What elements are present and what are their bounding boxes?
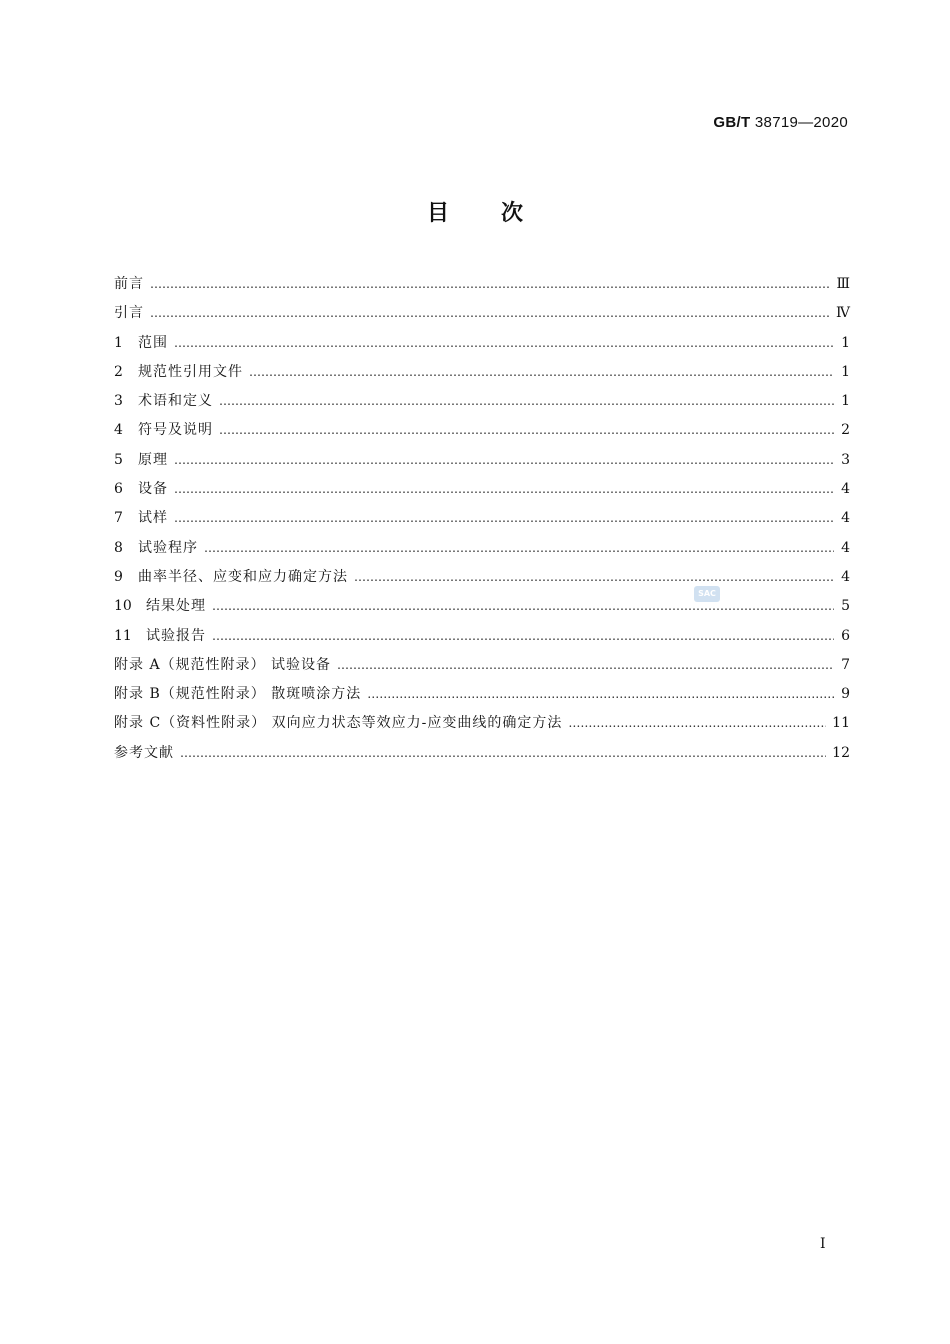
toc-entry-page: 1 [841,334,850,351]
toc-dot-leader [568,709,826,738]
toc-entry-7[interactable] [114,504,850,533]
toc-entry-introduction[interactable] [114,299,850,328]
toc-entry-title: 范围 [138,334,168,351]
toc-dot-leader [174,329,834,358]
toc-dot-leader [150,270,830,299]
toc-entry-page: 7 [841,656,850,673]
toc-entry-number: 7 [114,510,123,527]
toc-entry-page: Ⅳ [836,305,850,322]
toc-entry-number: 10 [114,598,132,615]
toc-entry-8[interactable] [114,534,850,563]
toc-entry-title: 附录 B（规范性附录） 散斑喷涂方法 [114,686,362,703]
toc-entry-annex-a[interactable] [114,651,850,680]
toc-entry-4[interactable] [114,416,850,445]
toc-entry-page: 1 [841,393,850,410]
toc-entry-title: 引言 [114,305,144,322]
toc-entry-bibliography[interactable] [114,739,850,768]
toc-title-char-1: 目 [426,201,449,226]
toc-dot-leader [367,680,834,709]
toc-dot-leader [180,739,826,768]
toc-dot-leader [354,563,834,592]
toc-entry-6[interactable] [114,475,850,504]
toc-entry-page: 2 [841,422,850,439]
toc-dot-leader [212,592,834,621]
standard-prefix: GB/T [713,114,751,131]
toc-entry-number: 4 [114,422,123,439]
toc-entry-number: 2 [114,363,123,380]
toc-entry-number: 11 [114,627,132,644]
toc-entry-number: 3 [114,393,123,410]
toc-entry-foreword[interactable] [114,270,850,299]
toc-entry-page: 4 [841,510,850,527]
toc-entry-title: 附录 A（规范性附录） 试验设备 [114,656,332,673]
toc-entry-10[interactable] [114,592,850,621]
toc-entry-page: 4 [841,481,850,498]
toc-entry-number: 8 [114,539,123,556]
toc-entry-title: 结果处理 [146,598,206,615]
toc-entry-title: 试验程序 [138,539,198,556]
toc-entry-title: 试样 [138,510,168,527]
toc-dot-leader [204,534,834,563]
toc-entry-2[interactable] [114,358,850,387]
toc-dot-leader [212,622,834,651]
standard-number [713,114,848,131]
toc-entry-page: 6 [841,627,850,644]
toc-entry-title: 试验报告 [146,627,206,644]
toc-dot-leader [337,651,834,680]
sac-watermark: SAC [694,586,720,602]
toc-dot-leader [150,299,830,328]
toc-entry-title: 规范性引用文件 [138,363,243,380]
toc-entry-11[interactable] [114,622,850,651]
toc-dot-leader [249,358,834,387]
toc-entry-3[interactable] [114,387,850,416]
toc-entry-page: 4 [841,568,850,585]
toc-entry-title: 术语和定义 [138,393,213,410]
toc-entry-page: 9 [841,686,850,703]
toc-entry-number: 5 [114,451,123,468]
toc-entry-number: 6 [114,481,123,498]
table-of-contents [114,270,850,768]
toc-entry-page: Ⅲ [836,276,850,292]
toc-entry-number: 9 [114,568,123,585]
toc-entry-annex-c[interactable] [114,709,850,738]
toc-entry-page: 11 [832,715,850,732]
toc-title-char-2: 次 [501,201,524,226]
toc-title [0,196,950,227]
toc-entry-page: 3 [841,451,850,468]
toc-entry-title: 设备 [138,481,168,498]
toc-dot-leader [174,446,834,475]
toc-entry-title: 原理 [138,451,168,468]
toc-entry-title: 曲率半径、应变和应力确定方法 [138,568,348,585]
toc-entry-1[interactable] [114,329,850,358]
toc-entry-number: 1 [114,334,123,351]
toc-dot-leader [174,504,834,533]
toc-entry-title: 参考文献 [114,744,174,761]
toc-dot-leader [174,475,834,504]
toc-entry-page: 4 [841,539,850,556]
toc-dot-leader [219,387,834,416]
toc-entry-title: 附录 C（资料性附录） 双向应力状态等效应力-应变曲线的确定方法 [114,715,563,732]
toc-entry-page: 1 [841,363,850,380]
toc-entry-5[interactable] [114,446,850,475]
toc-entry-annex-b[interactable] [114,680,850,709]
toc-entry-page: 5 [841,598,850,615]
toc-entry-title: 符号及说明 [138,422,213,439]
standard-code: 38719—2020 [754,114,848,131]
toc-entry-9[interactable] [114,563,850,592]
toc-entry-page: 12 [832,744,850,761]
toc-entry-title: 前言 [114,276,144,292]
toc-dot-leader [219,416,834,445]
page-number: I [820,1236,826,1252]
